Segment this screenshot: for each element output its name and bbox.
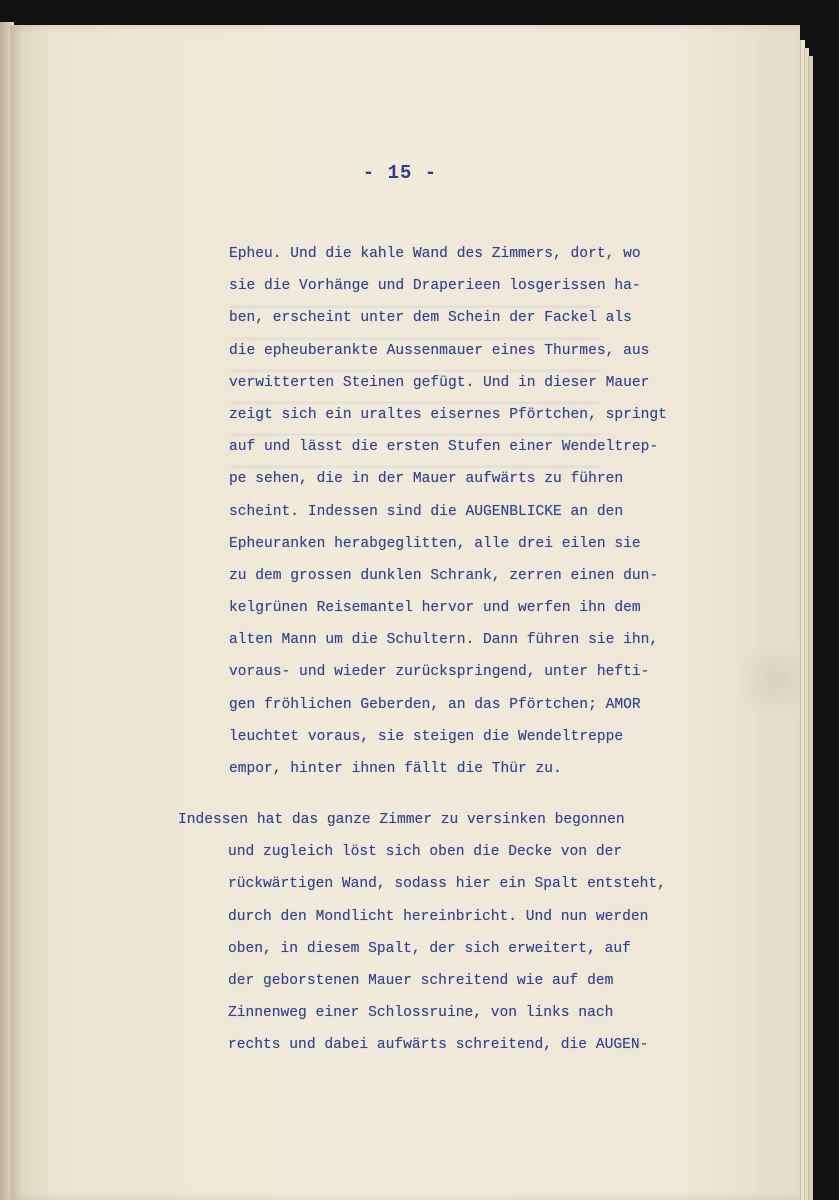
bleed-through-text: ▁▁▁▁▁▁▁▁▁▁▁▁▁▁▁▁▁▁▁▁▁▁▁▁▁▁▁▁▁▁▁▁▁▁▁▁▁▁▁▁▁ ▁▁▁▁▁▁▁▁▁▁▁▁▁▁▁▁▁▁▁▁▁▁▁▁▁▁▁▁▁▁▁▁▁▁▁▁▁▁▁▁▁ ▁▁▁▁▁▁▁▁▁▁▁▁▁▁▁▁▁▁▁▁▁▁▁▁▁▁▁▁▁▁▁▁▁▁▁▁▁▁▁▁▁ ▁▁▁▁▁▁▁▁▁▁▁▁▁▁▁▁▁▁▁▁▁▁▁▁▁▁▁▁▁▁▁▁▁▁▁▁▁▁▁▁▁ ▁▁▁▁▁▁▁▁▁▁▁▁▁▁▁▁▁▁▁▁▁▁▁▁▁▁▁▁▁▁▁▁▁▁▁▁▁▁▁▁▁ ▁▁▁▁▁▁▁▁▁▁▁▁▁▁▁▁▁▁▁▁▁▁▁▁▁▁▁▁▁▁▁▁▁▁▁▁▁▁▁▁▁ [230, 290, 601, 468]
text-line: zu dem grossen dunklen Schrank, zerren einen dun- [229, 567, 659, 584]
paragraph-1 [229, 238, 667, 785]
text-line: Epheu. Und die kahle Wand des Zimmers, dort, wo [229, 246, 641, 262]
text-line: ben, erscheint unter dem Schein der Fackel als [229, 310, 632, 327]
paragraph-2 [178, 804, 666, 1062]
text-line: rückwärtigen Wand, sodass hier ein Spalt entsteht, [228, 876, 666, 893]
text-line: rechts und dabei aufwärts schreitend, die AUGEN- [228, 1037, 649, 1054]
text-line: und zugleich löst sich oben die Decke von der [228, 844, 623, 861]
text-line: der geborstenen Mauer schreitend wie auf dem [228, 972, 614, 989]
text-line: Epheuranken herabgeglitten, alle drei eilen sie [229, 535, 641, 552]
text-line: zeigt sich ein uraltes eisernes Pförtchen, springt [229, 406, 667, 423]
text-line: kelgrünen Reisemantel hervor und werfen ihn dem [229, 600, 641, 617]
text-line: alten Mann um die Schultern. Dann führen sie ihn, [229, 632, 659, 649]
text-line: verwitterten Steinen gefügt. Und in dieser Mauer [229, 374, 650, 391]
text-line: pe sehen, die in der Mauer aufwärts zu führen [229, 471, 624, 488]
text-line: Zinnenweg einer Schlossruine, von links nach [228, 1005, 614, 1022]
text-line: auf und lässt die ersten Stufen einer Wendeltrep- [229, 439, 659, 456]
text-line: oben, in diesem Spalt, der sich erweitert, auf [228, 940, 631, 957]
text-line: durch den Mondlicht hereinbricht. Und nun werden [228, 908, 649, 925]
text-line: sie die Vorhänge und Draperieen losgerissen ha- [229, 278, 641, 295]
text-line: leuchtet voraus, sie steigen die Wendeltreppe [229, 728, 624, 745]
page-number: - 15 - [362, 162, 438, 184]
text-line: gen fröhlichen Geberden, an das Pförtchen; AMOR [229, 696, 641, 713]
text-line: scheint. Indessen sind die AUGENBLICKE an den [229, 503, 624, 520]
text-line: voraus- und wieder zurückspringend, unter hefti- [229, 664, 650, 681]
text-line: empor, hinter ihnen fällt die Thür zu. [229, 761, 562, 777]
text-line: die epheuberankte Aussenmauer eines Thurmes, aus [229, 342, 650, 359]
text-line: Indessen hat das ganze Zimmer zu versinken begonnen [178, 812, 625, 828]
page-stack-edge [808, 56, 813, 1200]
